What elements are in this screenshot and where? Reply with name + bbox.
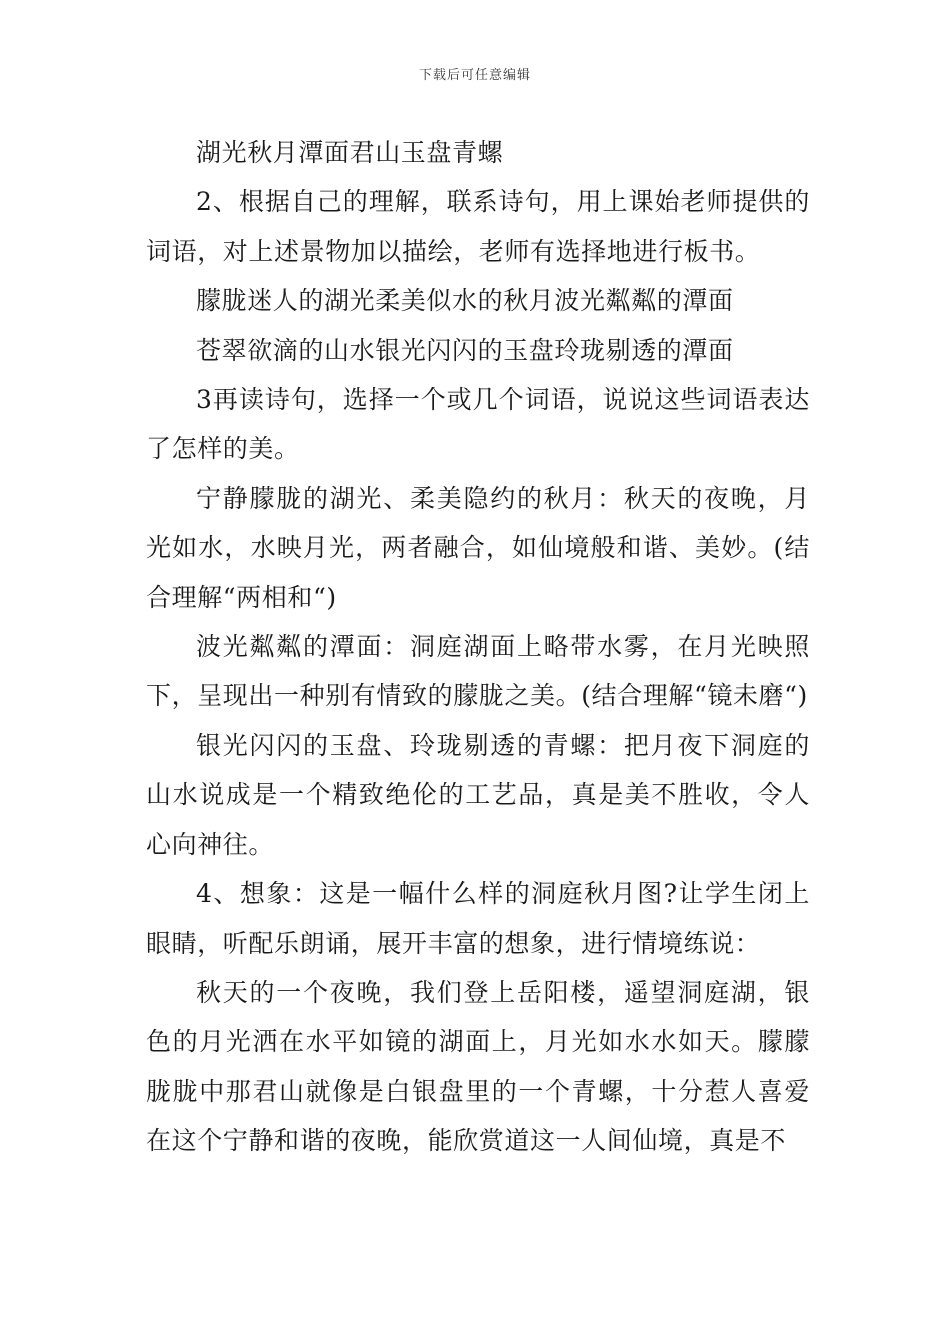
- paragraph-1: 湖光秋月潭面君山玉盘青螺: [196, 138, 504, 167]
- paragraph-4: 苍翠欲滴的山水银光闪闪的玉盘玲珑剔透的潭面: [196, 335, 734, 365]
- paragraph-3: 朦胧迷人的湖光柔美似水的秋月波光粼粼的潭面: [196, 286, 734, 316]
- document-body: [146, 128, 810, 1166]
- paragraph-5: 3再读诗句，选择一个或几个词语，说说这些词语表达了怎样的美。: [146, 385, 810, 464]
- paragraph-6: 宁静朦胧的湖光、柔美隐约的秋月：秋天的夜晚，月光如水，水映月光，两者融合，如仙境般和谐、美妙。(结合理解“两相和“): [146, 483, 810, 612]
- paragraph-2: 2、根据自己的理解，联系诗句，用上课始老师提供的词语，对上述景物加以描绘，老师有选择地进行板书。: [146, 187, 810, 266]
- paragraph-7: 波光粼粼的潭面：洞庭湖面上略带水雾，在月光映照下，呈现出一种别有情致的朦胧之美。(结合理解“镜未磨“): [146, 632, 810, 711]
- paragraph-10: 秋天的一个夜晚，我们登上岳阳楼，遥望洞庭湖，银色的月光洒在水平如镜的湖面上，月光如水水如天。朦朦胧胧中那君山就像是白银盘里的一个青螺，十分惹人喜爱在这个宁静和谐的夜晚，能欣赏道这一人间仙境，真是不: [146, 977, 810, 1156]
- paragraph-9: 4、想象：这是一幅什么样的洞庭秋月图?让学生闭上眼睛，听配乐朗诵，展开丰富的想象，进行情境练说：: [146, 879, 810, 958]
- page-header: 下载后可任意编辑: [418, 68, 531, 83]
- paragraph-8: 银光闪闪的玉盘、玲珑剔透的青螺：把月夜下洞庭的山水说成是一个精致绝伦的工艺品，真是美不胜收，令人心向神往。: [146, 730, 810, 859]
